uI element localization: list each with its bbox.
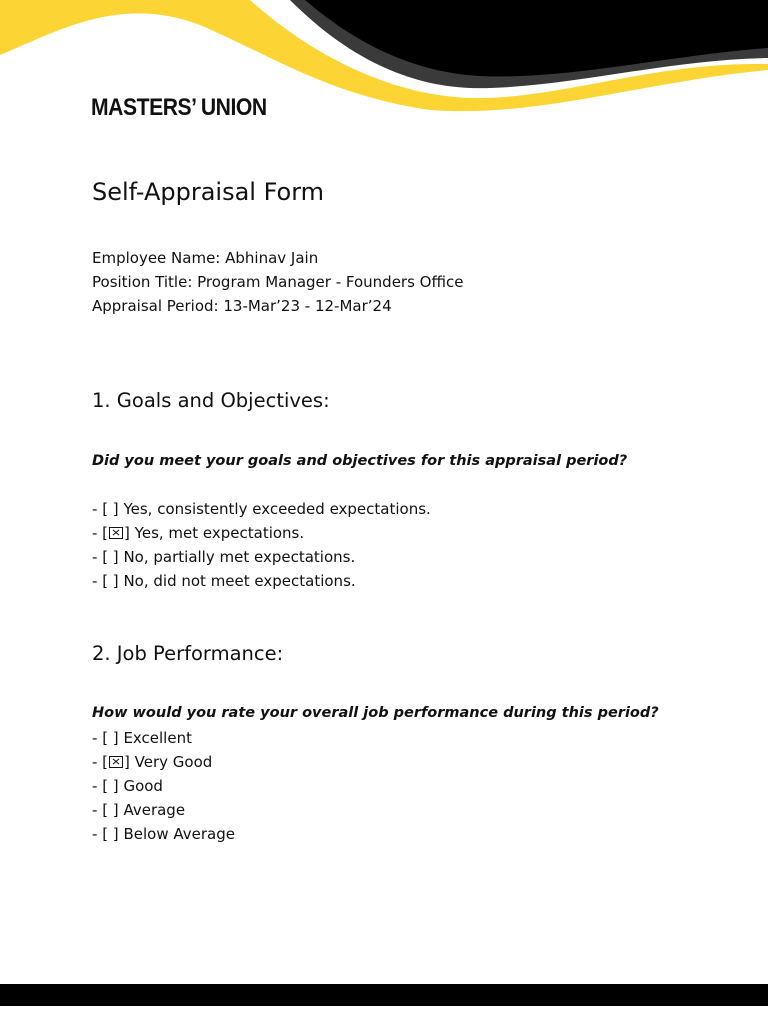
unchecked-box[interactable]: [ ] <box>102 801 119 819</box>
list-item[interactable]: - [ ] No, did not meet expectations. <box>92 572 356 590</box>
position-title: Position Title: Program Manager - Founders Office <box>92 273 464 291</box>
page-title: Self-Appraisal Form <box>92 178 325 206</box>
section-heading-goals: 1. Goals and Objectives: <box>92 389 330 412</box>
unchecked-box[interactable]: [ ] <box>102 777 119 795</box>
employee-name: Employee Name: Abhinav Jain <box>92 249 319 267</box>
options-performance <box>92 726 235 846</box>
checked-box-icon[interactable] <box>109 527 123 539</box>
list-item[interactable]: - [ ] Good <box>92 777 163 795</box>
appraisal-period: Appraisal Period: 13-Mar’23 - 12-Mar’24 <box>92 297 392 315</box>
list-item[interactable]: - [ ] Excellent <box>92 729 192 747</box>
unchecked-box[interactable]: [ ] <box>102 500 119 518</box>
section-heading-performance: 2. Job Performance: <box>92 642 284 665</box>
list-item[interactable]: - [ ] Yes, met expectations. <box>92 524 305 542</box>
list-item[interactable]: - [ ] Very Good <box>92 753 213 771</box>
unchecked-box[interactable]: [ ] <box>102 548 119 566</box>
list-item[interactable]: - [ ] Average <box>92 801 186 819</box>
question-performance: How would you rate your overall job performance during this period? <box>92 705 659 721</box>
unchecked-box[interactable]: [ ] <box>102 729 119 747</box>
unchecked-box[interactable]: [ ] <box>102 572 119 590</box>
options-goals <box>92 497 431 593</box>
masters-union-logo: MASTERS’ UNION <box>91 94 267 121</box>
list-item[interactable]: - [ ] Yes, consistently exceeded expectations. <box>92 500 431 518</box>
employee-info <box>92 246 463 318</box>
question-goals: Did you meet your goals and objectives for this appraisal period? <box>92 453 628 469</box>
footer-bar <box>0 984 768 1006</box>
list-item[interactable]: - [ ] Below Average <box>92 825 235 843</box>
checked-box-icon[interactable] <box>109 756 123 768</box>
unchecked-box[interactable]: [ ] <box>102 825 119 843</box>
list-item[interactable]: - [ ] No, partially met expectations. <box>92 548 356 566</box>
